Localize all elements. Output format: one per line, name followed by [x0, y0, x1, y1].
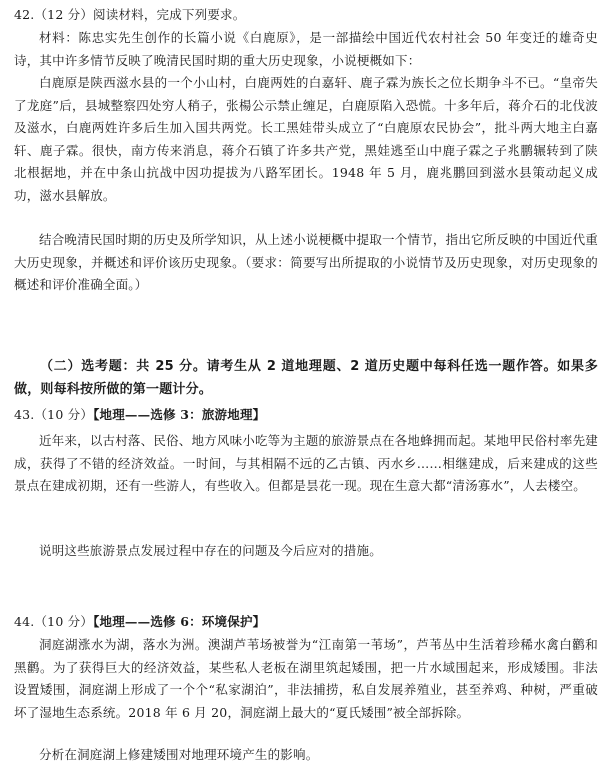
question-42-synopsis: 白鹿原是陕西滋水县的一个小山村，白鹿两姓的白嘉轩、鹿子霖为族长之位长期争斗不已。“皇帝失了龙庭”后，县城整察四处穷人稍子，张楊公示禁止缠足，白鹿原陷入恐慌。十多年后，蒋介石的北伐波及滋水，白鹿两姓许多后生加入国共两党。长工黑娃带头成立了“白鹿原农民协会”，批斗两大地主白嘉轩、鹿子霖。很快，南方传来消息，蒋介石镇了许多共产党，黑娃逃至山中鹿子霖之子兆鹏辗转到了陕北根据地，并在中条山抗战中因功提拔为八路军团长。1948 年 5 月，鹿兆鹏回到滋水县策动起义成功，滋水县解放。 — [14, 75, 598, 203]
question-42-task: 结合晚清民国时期的历史及所学知识，从上述小说梗概中提取一个情节，指出它所反映的中国近代重大历史现象，并概述和评价该历史现象。（要求：简要写出所提取的小说情节及历史现象，对历史现象的概述和评价准确全面。） — [14, 232, 598, 292]
question-44-material: 洞庭湖涨水为湖，落水为洲。澳湖芦苇场被誉为“江南第一苇场”，芦苇丛中生活着珍稀水禽白鹳和黑鹳。为了获得巨大的经济效益，某些私人老板在湖里筑起矮围，把一片水域围起来，形成矮围。非法设置矮围，洞庭湖上形成了一个个“私家湖泊”，非法捕捞，私自发展养殖业，甚至养鸡、种树，严重破坏了湿地生态系统。2018 年 6 月 20，洞庭湖上最大的“夏氏矮围”被全部拆除。 — [14, 637, 598, 720]
question-43-material: 近年来，以古村落、民俗、地方风味小吃等为主题的旅游景点在各地蜂拥而起。某地甲民俗村率先建成，获得了不错的经济效益。一时间，与其相隔不远的乙古镇、丙水乡……相继建成，后来建成的这些景点在建成初期，还有一些游人，有些收入。但都是昙花一现。现在生意大都“清汤寡水”，人去楼空。 — [14, 433, 598, 493]
question-43-task: 说明这些旅游景点发展过程中存在的问题及今后应对的措施。 — [39, 543, 382, 558]
question-44-header — [14, 611, 598, 634]
question-43-number: 43.（10 分） — [14, 407, 94, 422]
question-42-material — [14, 27, 598, 72]
question-44-number: 44.（10 分） — [14, 614, 94, 629]
material-label: 材料： — [39, 30, 79, 45]
question-44-tag: 【地理——选修 6：环境保护】 — [93, 614, 266, 629]
question-44-task: 分析在洞庭湖上修建矮围对地理环境产生的影响。 — [39, 747, 319, 762]
material-intro: 陈忠实先生创作的长篇小说《白鹿原》，是一部描绘中国近代农村社会 50 年变迁的雄奇史诗，其中许多情节反映了晚清民国时期的重大历史现象，小说梗概如下： — [14, 30, 598, 68]
elective-instruction: （二）选考题：共 25 分。请考生从 2 道地理题、2 道历史题中每科任选一题作答。如果多做，则每科按所做的第一题计分。 — [14, 359, 598, 397]
question-43-header — [14, 404, 598, 427]
scan-artifact — [270, 522, 570, 528]
question-43-tag: 【地理——选修 3：旅游地理】 — [93, 407, 266, 422]
question-42-header: 42.（12 分）阅读材料，完成下列要求。 — [14, 7, 246, 22]
